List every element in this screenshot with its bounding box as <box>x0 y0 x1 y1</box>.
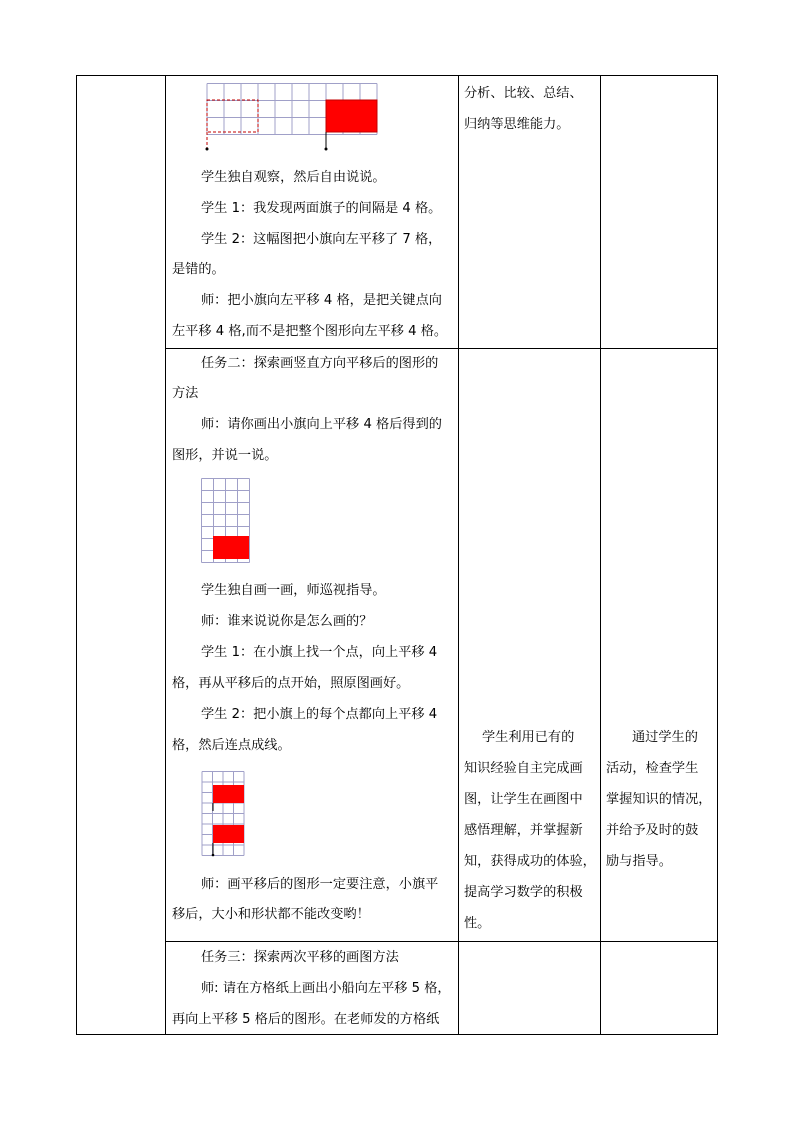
red-flag-translated <box>213 785 244 803</box>
text-line: 感悟理解，并掌握新 <box>464 823 583 838</box>
text-line: 学生 1：我发现两面旗子的间隔是 4 格。 <box>201 201 442 216</box>
key-point <box>212 854 215 857</box>
red-flag <box>326 100 377 132</box>
text-line: 方法 <box>172 386 199 401</box>
column-divider <box>458 76 459 1034</box>
column-divider <box>600 76 601 1034</box>
text-line: 知，获得成功的体验， <box>464 854 596 869</box>
text-line: 并给予及时的鼓 <box>606 823 699 838</box>
text-line: 学生 2：这幅图把小旗向左平移了 7 格， <box>201 232 442 247</box>
grid-figure-vertical <box>201 478 251 570</box>
text-line: 师：谁来说说你是怎么画的？ <box>201 614 373 629</box>
key-point <box>325 148 328 151</box>
column-divider <box>165 76 166 1034</box>
red-flag-original <box>213 825 244 843</box>
text-line: 通过学生的 <box>632 730 698 745</box>
text-line: 学生独自画一画，师巡视指导。 <box>201 583 386 598</box>
text-line: 提高学习数学的积极 <box>464 885 583 900</box>
text-line: 知识经验自主完成画 <box>464 761 583 776</box>
row-divider <box>165 348 717 349</box>
text-line: 师：请你画出小旗向上平移 4 格后得到的 <box>201 417 442 432</box>
text-line: 任务三：探索两次平移的画图方法 <box>201 950 399 965</box>
row-divider <box>165 941 717 942</box>
text-line: 是错的。 <box>172 262 225 277</box>
text-line: 励与指导。 <box>606 854 672 869</box>
text-line: 图，让学生在画图中 <box>464 792 583 807</box>
text-line: 学生 1：在小旗上找一个点，向上平移 4 <box>201 645 438 660</box>
text-line: 任务二：探索画竖直方向平移后的图形的 <box>201 356 439 371</box>
grid-horizontal-svg <box>205 83 378 151</box>
text-line: 学生利用已有的 <box>482 730 575 745</box>
text-line: 性。 <box>464 916 491 931</box>
text-line: 师：把小旗向左平移 4 格，是把关键点向 <box>201 293 442 308</box>
text-line: 再向上平移 5 格后的图形。在老师发的方格纸 <box>172 1012 440 1027</box>
grid-vertical-svg <box>201 478 251 570</box>
text-line: 学生 2：把小旗上的每个点都向上平移 4 <box>201 707 438 722</box>
text-line: 师：画平移后的图形一定要注意，小旗平 <box>201 877 439 892</box>
text-line: 归纳等思维能力。 <box>464 117 570 132</box>
grid-figure-horizontal <box>205 83 378 151</box>
text-line: 师: 请在方格纸上画出小船向左平移 5 格， <box>201 981 451 996</box>
grid-figure-two-flags <box>201 771 247 859</box>
key-point <box>206 148 209 151</box>
grid-two-flags-svg <box>201 771 247 859</box>
text-line: 左平移 4 格,而不是把整个图形向左平移 4 格。 <box>172 324 448 339</box>
text-line: 格，然后连点成线。 <box>172 738 291 753</box>
text-line: 格，再从平移后的点开始，照原图画好。 <box>172 676 410 691</box>
dashed-flag-outline <box>207 100 258 132</box>
text-line: 图形，并说一说。 <box>172 448 278 463</box>
red-flag <box>213 536 249 559</box>
text-line: 学生独自观察，然后自由说说。 <box>201 170 386 185</box>
text-line: 掌握知识的情况， <box>606 792 712 807</box>
text-line: 移后，大小和形状都不能改变哟！ <box>172 907 370 922</box>
text-line: 活动，检查学生 <box>606 761 699 776</box>
text-line: 分析、比较、总结、 <box>464 86 583 101</box>
